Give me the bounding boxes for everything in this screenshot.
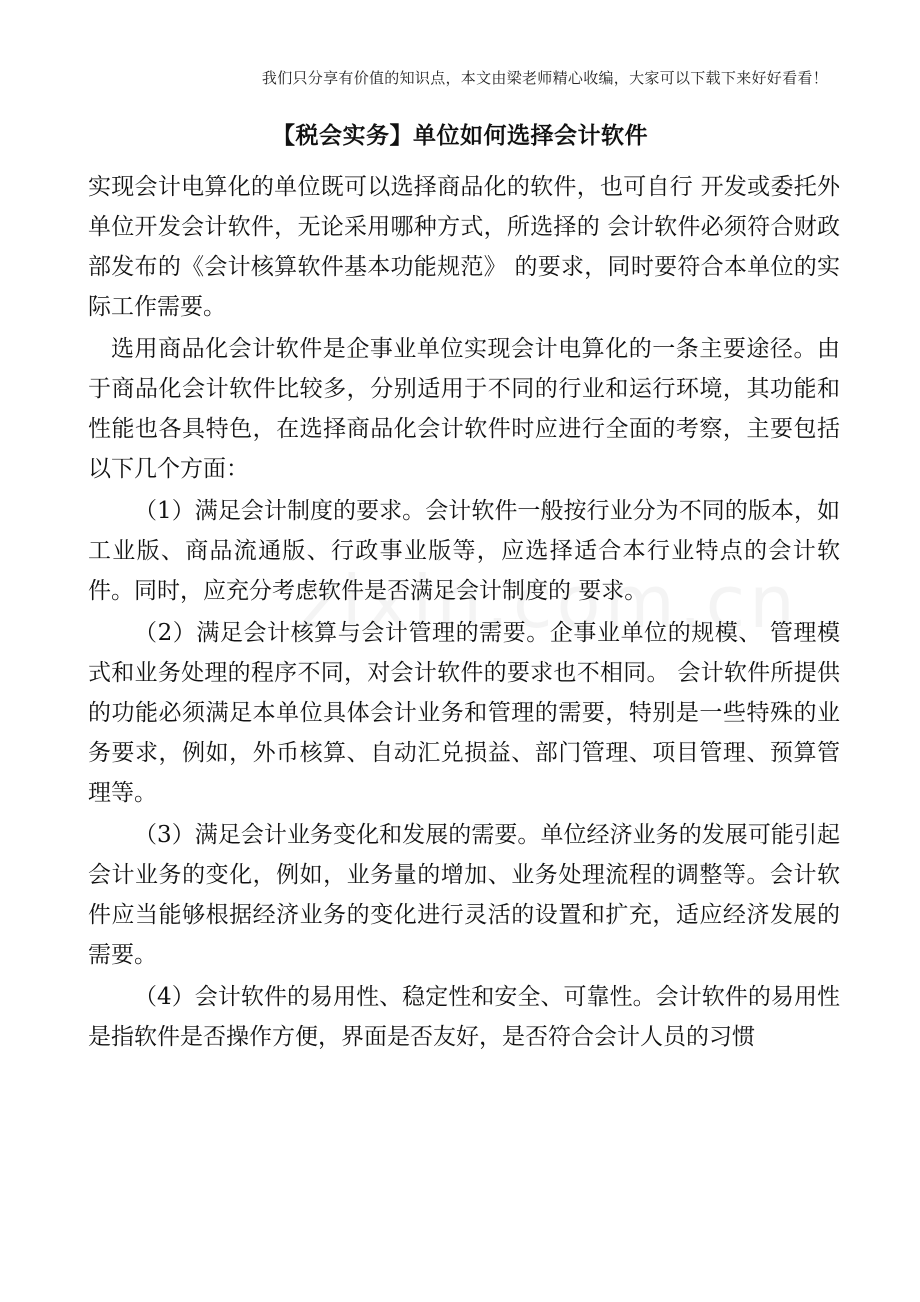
paragraph: （2）满足会计核算与会计管理的需要。企事业单位的规模、 管理模式和业务处理的程序不同，对会计软件的要求也不相同。 会计软件所提供的功能必须满足本单位具体会计业务和管理的需要，特别是一些特殊的业务要求，例如，外币核算、自动汇兑损益、部门管理、项目管理、预算管理等。 <box>88 620 840 806</box>
paragraph: 实现会计电算化的单位既可以选择商品化的软件，也可自行 开发或委托外单位开发会计软件，无论采用哪种方式，所选择的 会计软件必须符合财政部发布的《会计核算软件基本功能规范》 的要求，同时要符合本单位的实际工作需要。 <box>88 174 840 320</box>
paragraph: （4）会计软件的易用性、稳定性和安全、可靠性。会计软件的易用性是指软件是否操作方便，界面是否友好，是否符合会计人员的习惯 <box>88 984 840 1050</box>
page-title: 【税会实务】单位如何选择会计软件 <box>272 122 648 149</box>
paragraph: （3）满足会计业务变化和发展的需要。单位经济业务的发展可能引起会计业务的变化，例如，业务量的增加、业务处理流程的调整等。会计软件应当能够根据经济业务的变化进行灵活的设置和扩充，适应经济发展的需要。 <box>88 822 840 968</box>
header-note: 我们只分享有价值的知识点，本文由梁老师精心收编，大家可以下载下来好好看看！ <box>261 69 828 87</box>
paragraph: （1）满足会计制度的要求。会计软件一般按行业分为不同的版本，如工业版、商品流通版、行政事业版等，应选择适合本行业特点的会计软件。同时，应充分考虑软件是否满足会计制度的 要求。 <box>88 498 840 604</box>
paragraph: 选用商品化会计软件是企事业单位实现会计电算化的一条主要途径。由于商品化会计软件比较多，分别适用于不同的行业和运行环境，其功能和性能也各具特色，在选择商品化会计软件时应进行全面的考察，主要包括以下几个方面： <box>88 336 840 482</box>
document-body <box>88 167 840 1059</box>
